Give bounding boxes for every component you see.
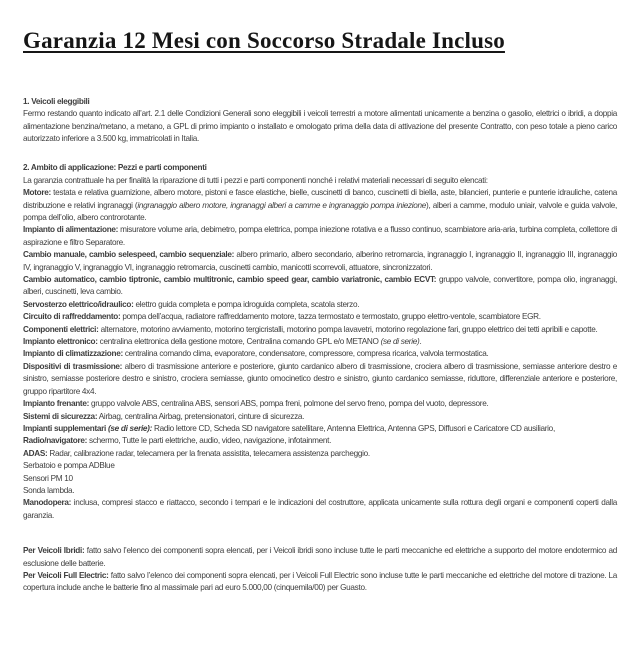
document-body [23,96,617,595]
text-run: pompa dell’acqua, radiatore raffreddamento motore, tazza termostato e termostato, gruppo elettro-ventole, scambiatore EGR. [120,312,541,322]
text-run: Componenti elettrici: [23,324,99,334]
text-run: Impianto di alimentazione: [23,225,119,235]
text-run: gruppo valvole ABS, centralina ABS, sensori ABS, pompa freni, polmone del servo freno, pompa del vuoto, depressore. [89,399,489,409]
text-run: Per Veicoli Ibridi: [23,546,85,556]
para-componenti-elettrici [23,324,617,336]
text-run: Servosterzo elettrico/idraulico: [23,299,134,309]
text-run: Per Veicoli Full Electric: [23,570,109,580]
para-veicoli-eleggibili [23,108,617,145]
text-run: centralina elettronica della gestione motore, Centralina comando GPL e/o METANO [97,337,381,347]
para-impianto-alimentazione [23,224,617,249]
heading-ambito-applicazione [23,162,617,174]
text-run: albero di trasmissione anteriore e posteriore, giunto cardanico albero di trasmissione, crociera albero di trasmissione, semiasse anteriore destro e sinistro, semiasse posteriore destro e sinistro, crociera semiasse, giunto omocinetico destro e sinistro, giunto cardanico semiasse, riduttore, differenziale anteriore e posteriore, gruppo ripartitore 4x4. [23,361,617,396]
heading-veicoli-eleggibili [23,96,617,108]
text-run: albero primario, albero secondario, alberino retromarcia, ingranaggio I, ingranaggio II, ingranaggio III, ingranaggio IV, ingranaggio V, ingranaggio VI, ingranaggio retromarcia, cuscinetti cambio, manicotti scorrevoli, attuatore, sincronizzatori. [23,250,617,272]
para-cambio-automatico [23,274,617,299]
para-sistemi-sicurezza [23,411,617,423]
para-serbatoio-adblue [23,460,617,472]
text-run: Serbatoio e pompa ADBlue [23,461,115,471]
text-run: . [419,337,422,347]
text-run: gruppo valvole, convertitore, pompa olio, ingranaggi, alberi, cuscinetti, leva cambio. [23,275,617,297]
para-adas [23,448,617,460]
text-run: Cambio manuale, cambio selespeed, cambio sequenziale: [23,250,235,260]
text-run: Manodopera: [23,498,72,508]
para-sonda-lambda [23,485,617,497]
text-run: fatto salvo l’elenco dei componenti sopra elencati, per i Veicoli Full Electric sono incluse tutte le parti meccaniche ed elettriche del motore di trazione. La copertura include anche le batterie fino al massimale pari ad euro 5.000,00 (cinquemila/00) per Guasto. [23,570,617,593]
para-servosterzo [23,299,617,311]
text-run: La garanzia contrattuale ha per finalità la riparazione di tutti i pezzi e parti componenti nonché i relativi materiali necessari di seguito elencati: [23,175,488,185]
text-run: Cambio automatico, cambio tiptronic, cambio multitronic, cambio speed gear, cambio variatronic, cambio ECVT: [23,275,437,285]
warranty-document [0,27,640,653]
para-veicoli-full-electric [23,570,617,595]
text-run: Radar, calibrazione radar, telecamera per la frenata assistita, telecamera assistenza parcheggio. [47,448,370,458]
text-run: ), alberi a camme, modulo uniair, valvole e guida valvole, pompa dell’olio, albero controrotante. [23,200,617,222]
text-run: Impianto frenante: [23,399,90,409]
text-run: 1. Veicoli eleggibili [23,96,90,106]
page-title: Garanzia 12 Mesi con Soccorso Stradale Incluso [23,28,505,53]
text-run: Impianto elettronico: [23,337,98,347]
para-motore [23,187,617,224]
text-run: ADAS: [23,448,48,458]
para-dispositivi-trasmissione [23,361,617,398]
para-impianto-climatizzazione [23,348,617,360]
text-run: 2. Ambito di applicazione: Pezzi e parti componenti [23,163,207,173]
text-run: Impianti supplementari [23,423,108,433]
text-run: Circuito di raffreddamento: [23,312,121,322]
text-run: schermo, Tutte le parti elettriche, audio, video, navigazione, infotainment. [87,436,332,446]
text-run: Radio/navigatore: [23,436,88,446]
para-impianto-elettronico [23,336,617,348]
para-circuito-raffreddamento [23,311,617,323]
para-impianto-frenante [23,398,617,410]
text-run: testata e relativa guarnizione, albero motore, pistoni e fasce elastiche, bielle, cuscinetti di banco, cuscinetti di biella, aste, bilancieri, punterie e punterie idrauliche, catena distribuzione e relativi ingranaggi ( [23,188,617,210]
text-run: Motore: [23,188,51,198]
text-run: Sensori PM 10 [23,473,73,483]
text-run: Airbag, centralina Airbag, pretensionatori, cinture di sicurezza. [97,411,305,421]
text-run: misuratore volume aria, debimetro, pompa elettrica, pompa iniezione rotativa e a flusso continuo, scambiatore aria-aria, turbina completa, collettore di aspirazione e filtro Separatore. [23,225,617,247]
para-manodopera [23,497,617,522]
para-radio-navigatore [23,435,617,447]
text-run: inclusa, compresi stacco e riattacco, secondo i tempari e le indicazioni del costruttore, applicata unicamente sulla rottura degli organi e componenti coperti dalla garanzia. [23,498,617,520]
text-run: (se di serie) [380,337,420,347]
text-run: Radio lettore CD, Scheda SD navigatore satellitare, Antenna Elettrica, Antenna GPS, Diffusori e Caricatore CD ausiliario, [152,423,555,433]
para-impianti-supplementari [23,423,617,435]
para-ambito-intro [23,175,617,187]
text-run: fatto salvo l’elenco dei componenti sopra elencati, per i Veicoli ibridi sono incluse tutte le parti meccaniche ed elettriche a supporto del motore endotermico ad esclusione delle batterie. [23,546,617,568]
text-run: ingranaggio albero motore, ingranaggi alberi a camme e ingranaggio pompa iniezione [137,200,427,210]
text-run: Sonda lambda. [23,485,75,495]
para-sensori-pm10 [23,473,617,485]
text-run: Sistemi di sicurezza: [23,411,98,421]
text-run: centralina comando clima, evaporatore, condensatore, compressore, compresa ricarica, valvola termostatica. [122,349,489,359]
text-run: alternatore, motorino avviamento, motorino tergicristalli, motorino pompa lavavetri, motorino regolazione fari, gruppo elettrico dei tetti apribili e capotte. [98,324,598,334]
para-cambio-manuale [23,249,617,274]
text-run: Dispositivi di trasmissione: [23,361,123,371]
text-run: elettro guida completa e pompa idroguida completa, scatola sterzo. [133,299,360,309]
text-run: (se di serie): [108,423,153,433]
text-run: Fermo restando quanto indicato all’art. 2.1 delle Condizioni Generali sono eleggibili i veicoli terrestri a motore alimentati unicamente a benzina o gasolio, elettrici o ibridi, a doppia alimentazione benzina/metano, a metano, a GPL di primo impianto o installato e omologato prima della data di attivazione del presente Contratto, con peso totale a pieno carico autorizzato inferiore a 3.500 kg, immatricolati in Italia. [23,109,617,143]
para-veicoli-ibridi [23,545,617,570]
text-run: Impianto di climatizzazione: [23,349,123,359]
